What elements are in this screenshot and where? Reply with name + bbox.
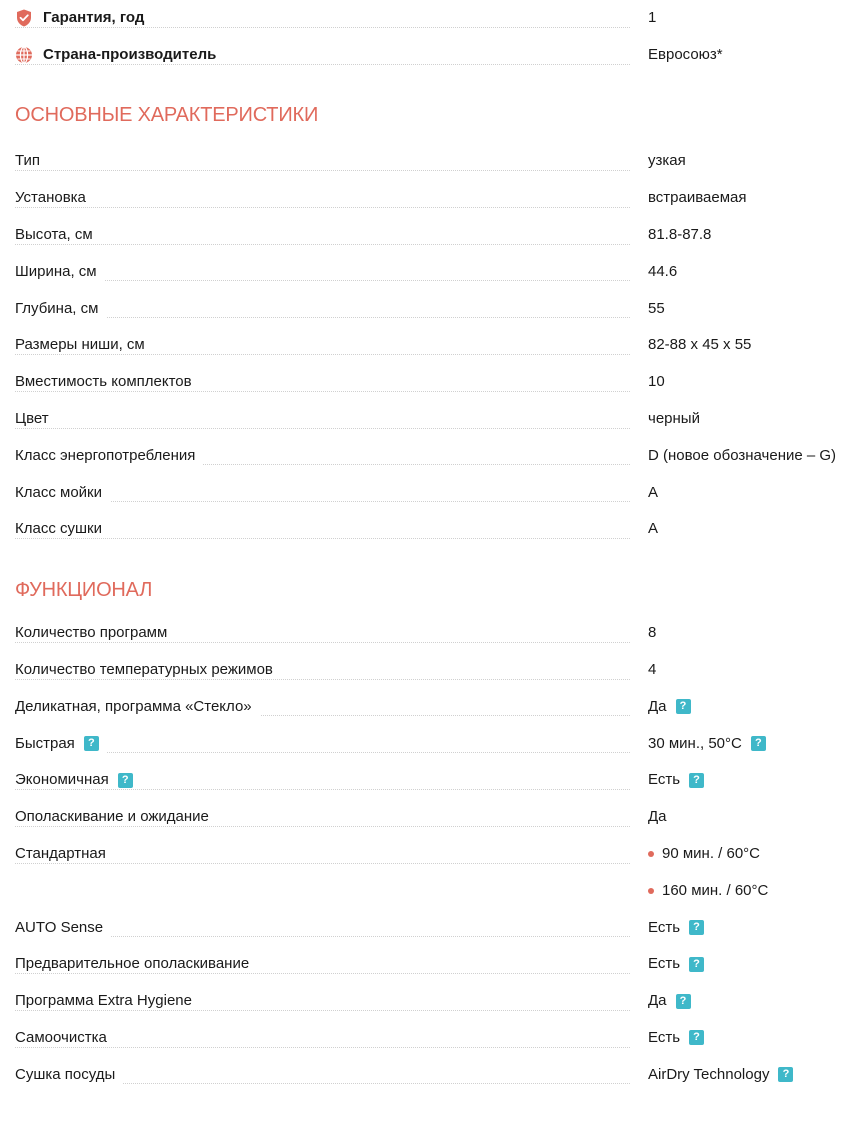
globe-icon [15,46,33,64]
spec-value: Евросоюз* [648,46,723,64]
spec-row [15,799,856,836]
spec-value: A [648,483,659,501]
func-spec-list [15,615,856,1093]
section-title-func [15,548,856,615]
spec-row [15,290,856,327]
spec-label: Тип [15,152,48,170]
dotted-leader [15,317,630,318]
spec-label-cell [15,37,630,74]
spec-label: Программа Extra Hygiene [15,992,200,1010]
spec-value-cell [648,983,691,1020]
bullet-dot-icon [648,888,654,894]
spec-label-cell [15,0,630,37]
spec-label: Деликатная, программа «Стекло» [15,698,260,716]
spec-value-cell [648,762,704,799]
help-icon[interactable]: ? [689,1030,704,1045]
spec-row [15,511,856,548]
spec-value: 90 мин. / 60°C [662,844,761,862]
spec-row [15,836,856,873]
spec-label: Самоочистка [15,1029,115,1047]
spec-label: Цвет [15,410,57,428]
spec-value: Есть [648,918,681,936]
spec-label: Глубина, см [15,300,106,318]
spec-label: Установка [15,189,94,207]
spec-row [15,946,856,983]
spec-row [15,983,856,1020]
spec-value: встраиваемая [648,189,747,207]
spec-value: 4 [648,660,657,678]
help-icon[interactable]: ? [84,736,99,751]
spec-row [15,474,856,511]
help-icon[interactable]: ? [751,736,766,751]
spec-row [15,327,856,364]
specs-page [15,0,856,1093]
spec-row [15,437,856,474]
main-spec-list [15,143,856,548]
spec-value: A [648,520,659,538]
spec-label: Класс энергопотребления [15,447,203,465]
spec-label: Быстрая [15,735,84,753]
dotted-leader [15,752,630,753]
spec-label: Сушка посуды [15,1066,123,1084]
spec-label: Страна-производитель [43,46,224,64]
section-heading: ОСНОВНЫЕ ХАРАКТЕРИСТИКИ [15,104,319,126]
spec-label: Вместимость комплектов [15,373,200,391]
spec-row [15,762,856,799]
spec-label: Высота, см [15,226,101,244]
spec-value-cell [648,688,691,725]
spec-value: 30 мин., 50°C [648,734,742,752]
spec-row-warranty [15,0,856,37]
spec-row [15,1020,856,1057]
spec-label: Стандартная [15,845,114,863]
spec-value-cell [648,946,704,983]
spec-value: D (новое обозначение – G) [648,446,837,464]
spec-value: узкая [648,152,686,170]
spec-value: 82-88 x 45 x 55 [648,336,752,354]
spec-value-cell [648,725,766,762]
help-icon[interactable]: ? [676,994,691,1009]
spec-value: 44.6 [648,262,678,280]
spec-label-with-help [15,771,141,789]
spec-row [15,253,856,290]
spec-value-cell [648,872,768,909]
spec-value: AirDry Technology [648,1065,770,1083]
spec-label: Ширина, см [15,263,105,281]
spec-value: Есть [648,771,681,789]
spec-label: Гарантия, год [43,9,152,27]
dotted-leader [15,207,630,208]
spec-row [15,401,856,438]
spec-row [15,688,856,725]
spec-value-cell [648,836,760,873]
spec-value: Да [648,697,667,715]
spec-value: 8 [648,624,657,642]
spec-label: Количество температурных режимов [15,661,281,679]
spec-row [15,143,856,180]
dotted-leader [15,244,630,245]
spec-label: Класс мойки [15,484,110,502]
spec-value: Да [648,992,667,1010]
help-icon[interactable]: ? [778,1067,793,1082]
spec-row-continuation [15,872,856,909]
section-title-main [15,74,856,143]
dotted-leader [15,280,630,281]
bullet-dot-icon [648,851,654,857]
help-icon[interactable]: ? [676,699,691,714]
spec-value: Да [648,808,667,826]
spec-value: 55 [648,299,665,317]
spec-row [15,725,856,762]
dotted-leader [15,170,630,171]
spec-value: 160 мин. / 60°C [662,881,769,899]
spec-label: Количество программ [15,624,175,642]
spec-label: Экономичная [15,771,118,789]
spec-row [15,180,856,217]
section-heading: ФУНКЦИОНАЛ [15,578,153,601]
spec-value-cell [648,909,704,946]
spec-row [15,1056,856,1093]
spec-value: 81.8-87.8 [648,225,712,243]
help-icon[interactable]: ? [689,957,704,972]
spec-value: черный [648,409,700,427]
spec-row [15,615,856,652]
help-icon[interactable]: ? [689,773,704,788]
spec-label: Размеры ниши, см [15,336,153,354]
shield-check-icon [15,9,33,27]
spec-label: Ополаскивание и ожидание [15,808,217,826]
spec-row [15,217,856,254]
spec-value: Есть [648,1028,681,1046]
spec-row [15,652,856,689]
help-icon[interactable]: ? [689,920,704,935]
spec-label: AUTO Sense [15,919,111,937]
spec-label: Предварительное ополаскивание [15,955,257,973]
spec-value-cell [648,1056,793,1093]
spec-row [15,364,856,401]
spec-label-with-help [15,735,107,753]
dotted-leader [15,428,630,429]
spec-value: 1 [648,9,657,27]
spec-label: Класс сушки [15,520,110,538]
spec-row-country [15,37,856,74]
spec-row [15,909,856,946]
spec-value: 10 [648,373,665,391]
help-icon[interactable]: ? [118,773,133,788]
spec-value: Есть [648,955,681,973]
spec-value-cell [648,1020,704,1057]
